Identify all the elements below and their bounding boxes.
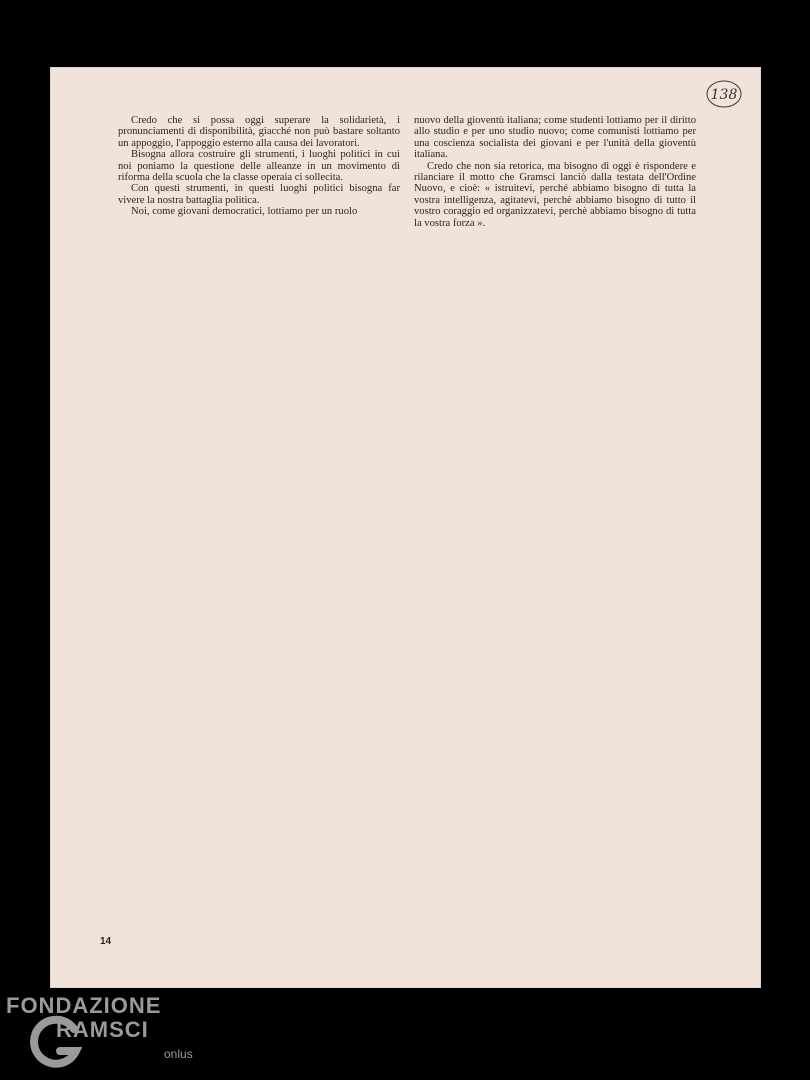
handwritten-page-mark <box>705 79 743 109</box>
right-text-column <box>414 115 696 229</box>
logo-line2: RAMSCI <box>56 1017 149 1042</box>
paragraph: Noi, come giovani democratici, lottiamo per un ruolo <box>131 206 358 218</box>
paragraph: Bisogna allora costruire gli strumenti, i luoghi politici in cui noi poniamo la questione delle alleanze in un movimento di riforma della scuola che la classe operaia ci sollecita. <box>118 149 400 184</box>
paragraph: Con questi strumenti, in questi luoghi politici bisogna far vivere la nostra battaglia politica. <box>118 183 400 206</box>
paragraph: nuovo della gioventù italiana; come studenti lottiamo per il diritto allo studio e per uno studio nuovo; come comunisti lottiamo per una coscienza socialista dei giovani e per l'unità della gioventù italiana. <box>414 115 696 161</box>
left-text-column <box>118 115 400 218</box>
paragraph: Credo che non sia retorica, ma bisogno di oggi è rispondere e rilanciare il motto che Gramsci lanciò dalla testata dell'Ordine Nuovo, e cioè: « istruitevi, perché abbiamo bisogno di tutta la vostra intelligenza, agitatevi, perchè abbiamo bisogno di tutto il vostro coraggio ed organizzatevi, perchè abbiamo bisogno di tutta la vostra forza ». <box>414 160 696 229</box>
page-number: 14 <box>100 936 112 947</box>
logo-line1: FONDAZIONE <box>6 993 162 1018</box>
document-page <box>50 67 761 988</box>
fondazione-gramsci-logo <box>6 993 206 1073</box>
logo-subtitle: onlus <box>164 1047 193 1061</box>
paragraph: Credo che si possa oggi superare la solidarietà, i pronunciamenti di disponibilità, giacché non può bastare soltanto un appoggio, l'appoggio esterno alla causa dei lavoratori. <box>118 115 400 149</box>
svg-text:138: 138 <box>710 87 738 103</box>
